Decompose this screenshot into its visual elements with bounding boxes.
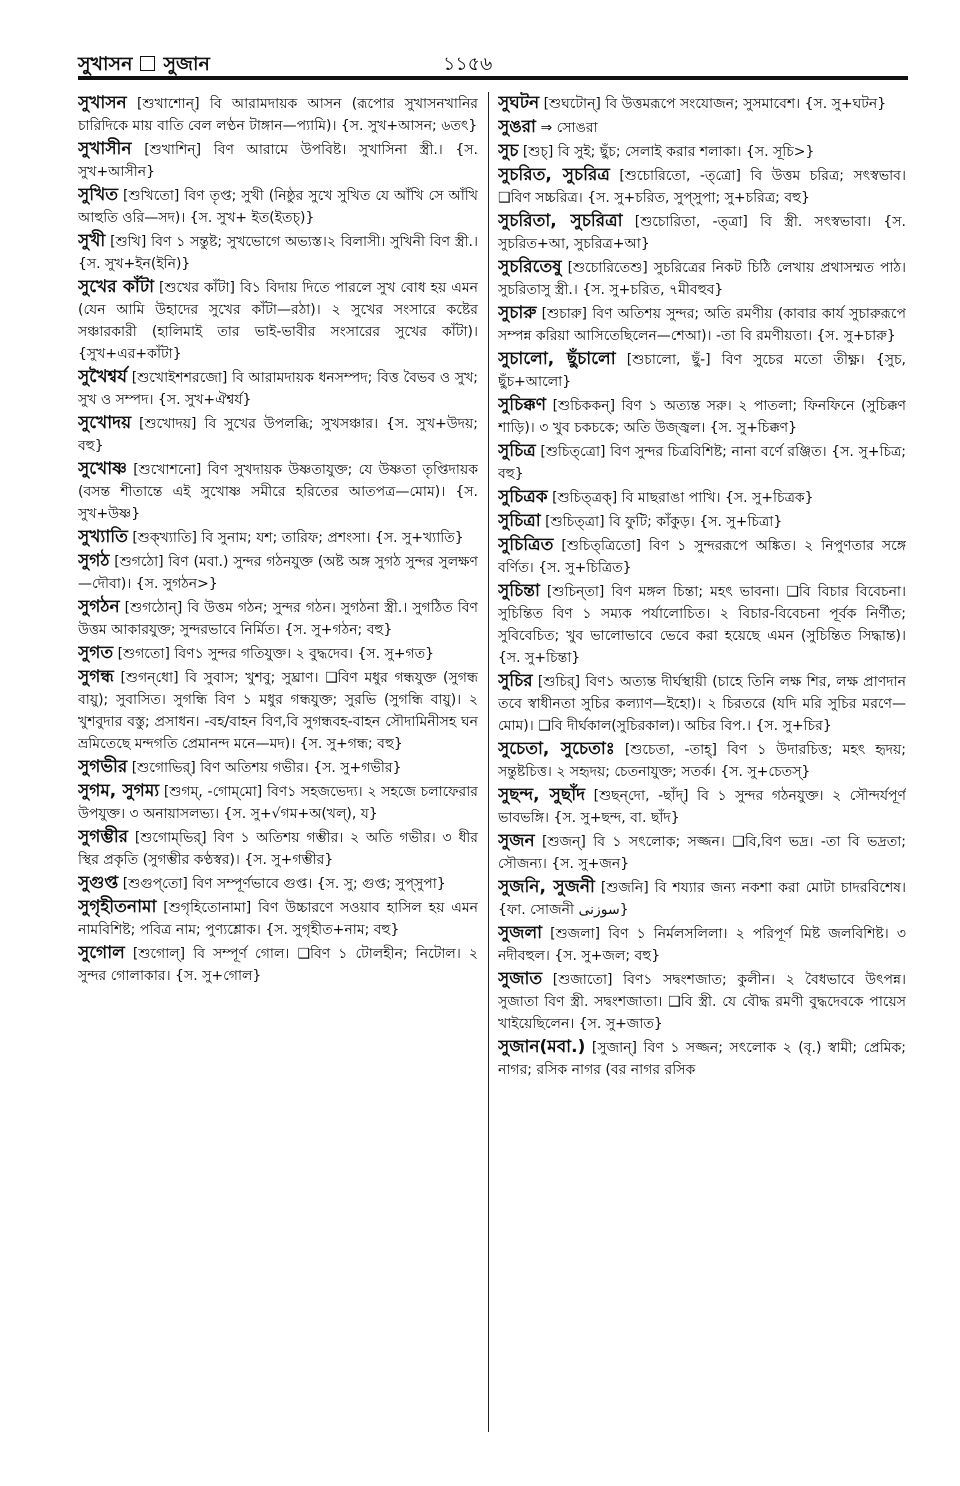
entry-definition: [শুগৃহিতোনামা] বিণ উচ্চারণে সওয়াব হাসিল হয় এমন নামবিশিষ্ট; পবিত্র নাম; পুণ্যশ্লোক। {স. সুগৃহীত+নাম; বহু}	[78, 900, 478, 938]
entry-headword: সুজন	[498, 831, 535, 851]
dictionary-entry	[498, 738, 906, 783]
dictionary-entry	[78, 184, 478, 229]
entry-headword: সুজনি, সুজনী	[498, 877, 595, 897]
dictionary-entry	[78, 550, 478, 595]
dictionary-entry	[78, 92, 478, 137]
entry-headword: সুখোষ্ণ	[78, 459, 127, 479]
dictionary-entry	[78, 412, 478, 457]
entry-definition: [শুখোদয়] বি সুখের উপলব্ধি; সুখসঞ্চার। {স. সুখ+উদয়; বহু}	[78, 416, 478, 454]
page-header	[78, 46, 908, 82]
entry-headword: সুচ	[498, 141, 519, 161]
entry-headword: সুগম, সুগম্য	[78, 781, 160, 801]
dictionary-entry	[498, 784, 906, 829]
dictionary-entry	[78, 826, 478, 871]
entry-definition: [শুঘটোন্] বি উত্তমরূপে সংযোজন; সুসমাবেশ। {স. সু+ঘটন}	[543, 96, 887, 112]
entry-headword: সুখাসন	[78, 93, 127, 113]
dictionary-entry	[498, 1036, 906, 1081]
entry-definition: [শুখাশোন্] বি আরামদায়ক আসন (রূপোর সুখাসনখানির চারিদিকে মায় বাতি বেল লণ্ঠন টাঙ্গান—প্যামি)। {স. সুখ+আসন; ৬তৎ}	[78, 96, 478, 134]
dictionary-entry	[498, 92, 906, 115]
dictionary-entry	[498, 830, 906, 875]
dictionary-entry	[498, 210, 906, 255]
dictionary-entry	[498, 968, 906, 1035]
entry-headword: সুগোল	[78, 943, 125, 963]
entry-headword: সুচিত্রক	[498, 487, 548, 507]
dictionary-entry	[498, 486, 906, 509]
header-rule	[78, 76, 908, 80]
entry-headword: সুচিত্রা	[498, 511, 541, 531]
entry-definition: [শুচারু] বিণ অতিশয় সুন্দর; অতি রমণীয় (কাবার কার্য সুচারুরূপে সম্পন্ন করিয়া আসিতেছিলেন—শেআ)। -তা বি রমণীয়তা। {স. সু+চারু}	[498, 306, 906, 344]
dictionary-entry	[78, 642, 478, 665]
entry-headword: সুচরিতেষু	[498, 257, 562, 277]
dictionary-entry	[498, 140, 906, 163]
entry-headword: সুখের কাঁটা	[78, 277, 155, 297]
entry-headword: সুচরিত, সুচরিত্র	[498, 165, 610, 185]
right-column	[498, 92, 906, 1462]
dictionary-entry	[498, 510, 906, 533]
entry-headword: সুঙরা	[498, 117, 536, 137]
left-column	[78, 92, 478, 1462]
entry-headword: সুগৃহীতনামা	[78, 897, 157, 917]
entry-definition: [শুগন্‌ধো] বি সুবাস; খুশবু; সুঘ্রাণ। ❑বিণ মধুর গন্ধযুক্ত (সুগন্ধ বায়ু); সুবাসিত। সুগন্ধি বিণ ১ মধুর গন্ধযুক্ত; সুরভি (সুগন্ধি বায়ু)। ২ খুশবুদার বস্তু; প্রসাধন। -বহ/বাহন বিণ,বি সুগন্ধবহ-বাহন সৌদামিনীসহ ঘন ভ্রমিতেছে মন্দগতি প্রেমানন্দ মনে—মদ)। {স. সু+গন্ধ; বহু}	[78, 670, 478, 752]
entry-definition: [শুখোশনো] বিণ সুখদায়ক উষ্ণতাযুক্ত; যে উষ্ণতা তৃপ্তিদায়ক (বসন্ত শীতান্তে এই সুখোষ্ণ সমীরে হরিতের আতপত্র—মোম)। {স. সুখ+উষ্ণ}	[78, 462, 478, 522]
dictionary-entry	[498, 876, 906, 921]
entry-headword: সুগত	[78, 643, 114, 663]
entry-definition: [শুচ্] বি সুই; ছুঁচ; সেলাই করার শলাকা। {স. সূচি>}	[522, 144, 815, 160]
dictionary-entry	[498, 302, 906, 347]
entry-headword: সুছন্দ, সুছাঁদ	[498, 785, 586, 805]
dictionary-entry	[78, 458, 478, 525]
entry-definition: [শুচোরিতা, -ত্‌ত্রা] বি স্ত্রী. সৎস্বভাবা। {স. সুচরিত+আ, সুচরিত্র+আ}	[498, 214, 906, 252]
dictionary-entry	[498, 534, 906, 579]
entry-definition: [শুচিককন্] বিণ ১ অত্যন্ত সরু। ২ পাতলা; ফিনফিনে (সুচিক্কণ শাড়ি)। ৩ খুব চকচকে; অতি উজ্জ্বল। {স. সু+চিক্কণ}	[498, 398, 906, 436]
entry-definition: [শুখিতো] বিণ তৃপ্ত; সুখী (নিষ্ঠুর সুখে সুখিত যে আঁখি সে আঁখি আহুতি ওরি—সদ)। {স. সুখ+ ইত(ইতচ্)}	[78, 188, 478, 226]
entry-definition: [শুগোভির্] বিণ অতিশয় গভীর। {স. সু+গভীর}	[131, 760, 402, 776]
entry-headword: সুচিত্র	[498, 441, 536, 461]
dictionary-entry	[78, 666, 478, 755]
entry-headword: সুখ্যাতি	[78, 527, 128, 547]
entry-headword: সুগঠ	[78, 551, 110, 571]
dictionary-entry	[498, 922, 906, 967]
dictionary-entry	[78, 872, 478, 895]
dictionary-entry	[78, 780, 478, 825]
entry-definition: [শুচির্] বিণ১ অত্যন্ত দীর্ঘস্থায়ী (চাহে তিনি লক্ষ শির, লক্ষ প্রাণদান তবে স্বাধীনতা সুচির কল্যাণ—ইহো)। ২ চিরতরে (যদি মরি সুচির মরণে—মোম)। ❑বি দীর্ঘকাল(সুচিরকাল)। অচির বিপ.। {স. সু+চির}	[498, 674, 906, 734]
entry-headword: সুচালো, ছুঁচালো	[498, 349, 616, 369]
entry-definition: [শুজন্] বি ১ সৎলোক; সজ্জন। ❑বি,বিণ ভদ্র। -তা বি ভদ্রতা; সৌজন্য। {স. সু+জন}	[498, 834, 906, 872]
entry-headword: সুচির	[498, 671, 533, 691]
entry-headword: সুগম্ভীর	[78, 827, 129, 847]
entry-definition: [শুগোল্] বি সম্পূর্ণ গোল। ❑বিণ ১ টোলহীন; নিটোল। ২ সুন্দর গোলাকার। {স. সু+গোল}	[78, 946, 478, 984]
entry-headword: সুজান(মবা.)	[498, 1037, 586, 1057]
entry-definition: [শুখি] বিণ ১ সন্তুষ্ট; সুখভোগে অভ্যস্ত।২ বিলাসী। সুখিনী বিণ স্ত্রী.। {স. সুখ+ইন(ইনি)}	[78, 234, 478, 272]
entry-definition: [শুগঠো] বিণ (মবা.) সুন্দর গঠনযুক্ত (অষ্ট অঙ্গ সুগঠ সুন্দর সুলক্ষণ—দৌবা)। {স. সুগঠন>}	[78, 554, 478, 592]
entry-headword: সুখোদয়	[78, 413, 132, 433]
entry-definition: [শুখাশিন্] বিণ আরামে উপবিষ্ট। সুখাসিনা স্ত্রী.। {স. সুখ+আসীন}	[78, 142, 478, 180]
dictionary-entry	[498, 580, 906, 669]
page-number: ১১৫৬	[443, 53, 493, 75]
entry-definition: [শুজনি] বি শয্যার জন্য নকশা করা মোটা চাদরবিশেষ। {ফা. সোজনী سوزنی}	[498, 880, 906, 918]
dictionary-entry	[78, 756, 478, 779]
dictionary-entry	[498, 440, 906, 485]
entry-definition: [শুচিত্‌ত্রো] বিণ সুন্দর চিত্রবিশিষ্ট; নানা বর্ণে রঞ্জিত। {স. সু+চিত্র; বহু}	[498, 444, 906, 482]
entry-headword: সুগুপ্ত	[78, 873, 119, 893]
entry-definition: [শুচিত্‌ত্রা] বি ফুটি; কাঁকুড়। {স. সু+চিত্রা}	[545, 514, 783, 530]
entry-definition: [শুগঠোন্] বি উত্তম গঠন; সুন্দর গঠন। সুগঠনা স্ত্রী.। সুগঠিত বিণ উত্তম আকারযুক্ত; সুন্দরভাবে নির্মিত। {স. সু+গঠন; বহু}	[78, 600, 478, 638]
entry-definition: [শুচোরিতো, -ত্‌ত্রো] বি উত্তম চরিত্র; সৎস্বভাব। ❑বিণ সচ্চরিত্র। {স. সু+চরিত, সুপ্‌সুপা; সু+চরিত্র; বহু}	[498, 168, 906, 206]
entry-definition: [শুচিত্‌ত্রক্] বি মাছরাঙা পাখি। {স. সু+চিত্রক}	[552, 490, 814, 506]
dictionary-entry	[78, 276, 478, 365]
entry-headword: সুগন্ধ	[78, 667, 114, 687]
entry-definition: [শুচোরিতেশু] সুচরিত্রের নিকট চিঠি লেখায় প্রথাসম্মত পাঠ। সুচরিতাসু স্ত্রী.। {স. সু+চরিত, ৭মীবহুব}	[498, 260, 906, 298]
entry-definition: [শুগুপ্‌তো] বিণ সম্পূর্ণভাবে গুপ্ত। {স. সু; গুপ্ত; সুপ্‌সুপা}	[122, 876, 446, 892]
dictionary-entry	[78, 366, 478, 411]
entry-definition: [শুক্‌খ্যাতি] বি সুনাম; যশ; তারিফ; প্রশংসা। {স. সু+খ্যাতি}	[132, 530, 464, 546]
entry-headword: সুগঠন	[78, 597, 120, 617]
entry-definition: [সুজান্] বিণ ১ সজ্জন; সৎলোক ২ (বৃ.) স্বামী; প্রেমিক; নাগর; রসিক নাগর (বর নাগর রসিক	[498, 1040, 906, 1078]
column-divider	[488, 92, 489, 1432]
entry-headword: সুচরিতা, সুচরিত্রা	[498, 211, 623, 231]
entry-definition: [শুছন্‌দো, -ছাঁদ্] বি ১ সুন্দর গঠনযুক্ত। ২ সৌন্দর্যপূর্ণ ভাবভঙ্গি। {স. সু+ছন্দ, বা. ছাঁদ}	[498, 788, 906, 826]
entry-headword: সুগভীর	[78, 757, 128, 777]
entry-definition: [শুখের কাঁটা] বি১ বিদায় দিতে পারলে সুখ বোধ হয় এমন (যেন আমি উহাদের সুখের কাঁটা—রঠা)। ২ সুখের সংসারে কষ্টের সঞ্চারকারী (হালিমাই তার ভাই-ভাবীর সংসারের সুখের কাঁটা)। {সুখ+এর+কাঁটা}	[78, 280, 478, 362]
entry-headword: সুখৈশ্বর্য	[78, 367, 128, 387]
entry-definition: [শুখোইশশরজো] বি আরামদায়ক ধনসম্পদ; বিত্ত বৈভব ও সুখ; সুখ ও সম্পদ। {স. সুখ+ঐশ্বর্য}	[78, 370, 478, 408]
entry-headword: সুচিন্তা	[498, 581, 540, 601]
entry-headword: সুখিত	[78, 185, 119, 205]
dictionary-entry	[78, 942, 478, 987]
dictionary-entry	[498, 256, 906, 301]
last-guide-word: সুজান	[163, 53, 210, 75]
dictionary-entry	[498, 164, 906, 209]
dictionary-entry	[498, 348, 906, 393]
entry-definition: [শুজাতো] বিণ১ সদ্বংশজাত; কুলীন। ২ বৈধভাবে উৎপন্ন। সুজাতা বিণ স্ত্রী. সদ্বংশজাতা। ❑বি স্ত্রী. যে বৌদ্ধ রমণী বুদ্ধদেবকে পায়েস খাইয়েছিলেন। {স. সু+জাত}	[498, 972, 906, 1032]
dictionary-entry	[78, 230, 478, 275]
entry-headword: সুখী	[78, 231, 106, 251]
entry-definition: [শুগতো] বিণ১ সুন্দর গতিযুক্ত। ২ বুদ্ধদেব। {স. সু+গত}	[117, 646, 435, 662]
entry-headword: সুচিত্রিত	[498, 535, 554, 555]
entry-definition: [শুগম্, -গোম্‌মো] বিণ১ সহজভেদ্য। ২ সহজে চলাফেরার উপযুক্ত। ৩ অনায়াসলভ্য। {স. সু+√গম+অ(খল্), য}	[78, 784, 478, 822]
box-icon	[140, 56, 155, 71]
dictionary-entry	[498, 670, 906, 737]
dictionary-entry	[78, 596, 478, 641]
entry-definition: [শুগোম্‌ভির্] বিণ ১ অতিশয় গম্ভীর। ২ অতি গভীর। ৩ ধীর স্থির প্রকৃতি (সুগম্ভীর কণ্ঠস্বর)। {স. সু+গম্ভীর}	[78, 830, 478, 868]
entry-headword: সুজলা	[498, 923, 543, 943]
dictionary-entry	[498, 116, 906, 139]
entry-headword: সুখাসীন	[78, 139, 132, 159]
dictionary-entry	[78, 896, 478, 941]
first-guide-word: সুখাসন	[78, 53, 133, 75]
entry-headword: সুঘটন	[498, 93, 540, 113]
entry-definition: [শুচালো, ছুঁ-] বিণ সুচের মতো তীক্ষ্ণ। {সুচ, ছুঁচ+আলো}	[498, 352, 906, 390]
entry-headword: সুচারু	[498, 303, 537, 323]
entry-definition: [শুজলা] বিণ ১ নির্মলসলিলা। ২ পরিপূর্ণ মিষ্ট জলবিশিষ্ট। ৩ নদীবহুল। {স. সু+জল; বহু}	[498, 926, 906, 964]
dictionary-entry	[78, 526, 478, 549]
entry-definition: ⇒ সোঙরা	[540, 120, 598, 136]
entry-definition: [শুচিত্‌ত্রিতো] বিণ ১ সুন্দররূপে অঙ্কিত। ২ নিপুণতার সঙ্গে বর্ণিত। {স. সু+চিত্রিত}	[498, 538, 906, 576]
entry-headword: সুচেতা, সুচেতাঃ	[498, 739, 615, 759]
entry-headword: সুজাত	[498, 969, 543, 989]
entry-definition: [শুচেতা, -তাহ্] বিণ ১ উদারচিত্ত; মহৎ হৃদয়; সন্তুষ্টচিত্ত। ২ সহৃদয়; চেতনাযুক্ত; সতর্ক। {স. সু+চেতস্}	[498, 742, 906, 780]
dictionary-entry	[78, 138, 478, 183]
dictionary-entry	[498, 394, 906, 439]
entry-definition: [শুচিন্‌তা] বিণ মঙ্গল চিন্তা; মহৎ ভাবনা। ❑বি বিচার বিবেচনা। সুচিন্তিত বিণ ১ সম্যক পর্যালোচিত। ২ বিচার-বিবেচনা পূর্বক নির্ণীত; সুবিবেচিত; খুব ভালোভাবে ভেবে করা হয়েছে এমন (সুচিন্তিত সিদ্ধান্ত)। {স. সু+চিন্তা}	[498, 584, 906, 666]
entry-headword: সুচিক্কণ	[498, 395, 547, 415]
